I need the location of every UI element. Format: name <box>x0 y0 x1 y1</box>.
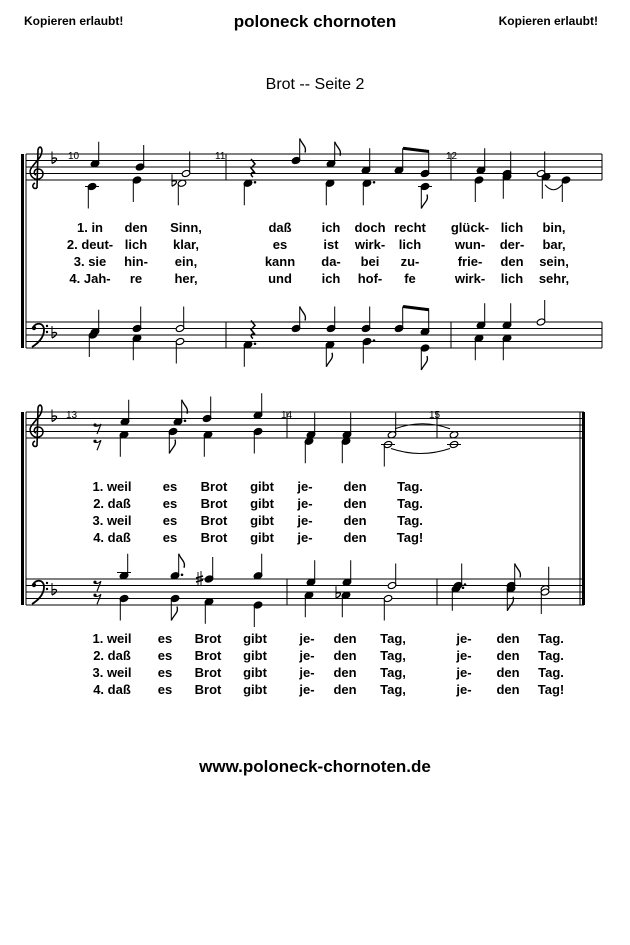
augmentation-dot <box>254 181 257 184</box>
tenor-note <box>361 307 371 333</box>
bass-staff-system-1 <box>26 322 602 348</box>
lyric-syllable: den <box>496 648 520 663</box>
page-subtitle: Brot -- Seite 2 <box>265 76 365 93</box>
lyric-syllable: gibt <box>250 479 274 494</box>
sharp-line <box>196 580 203 582</box>
lyric-syllable: wirk- <box>454 271 486 286</box>
alto-note <box>381 440 395 466</box>
alto-note <box>177 179 187 205</box>
lyric-syllable: gibt <box>250 513 274 528</box>
quarter-rest <box>251 159 255 177</box>
lyric-syllable: daß <box>268 220 292 235</box>
bass-note <box>88 331 98 357</box>
lyric-syllable: je- <box>297 513 313 528</box>
lyric-syllable: fe <box>404 271 416 286</box>
lyric-syllable: den <box>500 254 524 269</box>
lyric-syllable: bin, <box>542 220 566 235</box>
measure-number: 11 <box>215 151 226 162</box>
lyric-syllable: je- <box>456 665 472 680</box>
treble-staff-system-2 <box>26 412 584 438</box>
copy-notice-left: Kopieren erlaubt! <box>24 14 124 28</box>
lyric-syllable: je- <box>456 682 472 697</box>
lyric-syllable: je- <box>299 631 315 646</box>
final-thick-barline <box>582 412 585 605</box>
lyric-syllable: 4. daß <box>93 682 131 697</box>
alto-note <box>561 176 571 202</box>
lyric-syllable: re <box>129 271 143 286</box>
lyric-syllable: Brot <box>200 479 228 494</box>
lyric-syllable: den <box>496 631 520 646</box>
quarter-rest <box>251 321 255 339</box>
lyric-syllable: hin- <box>124 254 148 269</box>
bass-clef-dot <box>32 583 36 587</box>
barline-gap-mask <box>586 439 594 578</box>
bass-note <box>362 337 375 363</box>
lyric-syllable: da- <box>321 254 341 269</box>
flat-sign <box>52 583 57 595</box>
lyric-syllable: den <box>496 682 520 697</box>
tenor-note <box>204 557 214 583</box>
bass-clef-dot <box>46 582 48 584</box>
measure-number: 12 <box>446 151 458 162</box>
flag <box>300 139 306 153</box>
soprano-note <box>394 148 404 174</box>
lyric-syllable: den <box>333 665 357 680</box>
lyric-syllable: Brot <box>194 631 222 646</box>
bass-note <box>506 585 516 611</box>
bass-note <box>383 594 393 620</box>
tenor-note <box>476 303 486 329</box>
lyric-syllable: je- <box>456 631 472 646</box>
bass-note <box>175 337 185 363</box>
lyric-syllable: Brot <box>200 530 228 545</box>
flat-sign <box>52 152 57 164</box>
lyric-syllable: bei <box>360 254 380 269</box>
lyric-syllable: ich <box>321 220 341 235</box>
lyric-syllable: Tag. <box>397 513 423 528</box>
alto-note <box>203 431 213 457</box>
lyric-syllable: 1. weil <box>92 631 132 646</box>
tenor-note <box>170 554 184 580</box>
lyric-syllable: bar, <box>542 237 566 252</box>
treble-clef-shape <box>30 405 43 446</box>
bass-note <box>204 598 214 624</box>
lyric-syllable: lich <box>124 237 148 252</box>
lyric-syllable: glück- <box>450 220 490 235</box>
soprano-note <box>476 148 486 174</box>
lyric-syllable: zu- <box>400 254 420 269</box>
soprano-note <box>202 397 212 423</box>
lyric-syllable: es <box>157 631 173 646</box>
lyric-syllable: 1. in <box>76 220 104 235</box>
lyric-syllable: Brot <box>194 682 222 697</box>
lyric-syllable: klar, <box>172 237 200 252</box>
bass-note <box>502 334 512 360</box>
lyric-syllable: den <box>343 530 367 545</box>
lyric-syllable: Sinn, <box>170 220 202 235</box>
lyric-syllable: kann <box>264 254 296 269</box>
lyric-syllable: sein, <box>539 254 569 269</box>
treble-staff-system-1 <box>26 154 602 180</box>
alto-note <box>119 431 129 457</box>
bass-clef-dot <box>46 588 48 590</box>
lyric-syllable: 3. sie <box>73 254 107 269</box>
lyric-syllable: Tag, <box>380 682 406 697</box>
lyric-syllable: 3. weil <box>92 665 132 680</box>
lyric-syllable: lich <box>500 271 524 286</box>
lyric-syllable: 3. weil <box>92 513 132 528</box>
alto-note <box>418 182 432 208</box>
bass-note <box>170 594 180 620</box>
alto-note <box>253 427 263 453</box>
soprano-note <box>326 142 340 168</box>
lyric-syllable: Tag. <box>397 496 423 511</box>
treble-clef <box>30 147 43 188</box>
soprano-note <box>387 413 397 439</box>
lyric-syllable: gibt <box>250 530 274 545</box>
tenor-note <box>394 307 404 333</box>
lyric-syllable: gibt <box>250 496 274 511</box>
lyric-syllable: gibt <box>243 665 267 680</box>
lyric-syllable: je- <box>299 648 315 663</box>
tenor-note <box>306 560 316 586</box>
lyric-syllable: recht <box>394 220 426 235</box>
beam <box>403 148 429 151</box>
lyric-syllable: Tag, <box>380 665 406 680</box>
flag <box>300 307 306 321</box>
lyric-syllable: den <box>333 682 357 697</box>
tenor-note <box>326 307 336 333</box>
measure-number: 14 <box>281 410 293 421</box>
tie <box>391 449 450 454</box>
lyric-syllable: den <box>333 631 357 646</box>
lyric-syllable: frie- <box>457 254 483 269</box>
augmentation-dot <box>373 339 376 342</box>
alto-note <box>85 182 99 208</box>
flag <box>515 564 521 578</box>
flat-sign <box>52 410 57 422</box>
lyric-syllable: es <box>162 496 178 511</box>
lyric-syllable: Brot <box>200 513 228 528</box>
lyric-syllable: gibt <box>243 631 267 646</box>
footer-url: www.poloneck-chornoten.de <box>199 757 431 776</box>
flag <box>179 554 185 568</box>
alto-note <box>362 179 375 205</box>
treble-clef <box>30 405 43 446</box>
lyric-syllable: den <box>333 648 357 663</box>
augmentation-dot <box>373 181 376 184</box>
augmentation-dot <box>181 573 184 576</box>
flat-bowl <box>336 593 341 599</box>
flag <box>326 353 332 367</box>
bass-note <box>132 334 142 360</box>
lyric-syllable: den <box>343 479 367 494</box>
lyric-syllable: Brot <box>194 648 222 663</box>
lyric-syllable: der- <box>499 237 525 252</box>
bass-note <box>119 594 129 620</box>
lyric-syllable: es <box>162 479 178 494</box>
measure-number: 15 <box>429 410 441 421</box>
soprano-note <box>90 142 100 168</box>
lyric-syllable: es <box>162 513 178 528</box>
lyric-syllable: 1. weil <box>92 479 132 494</box>
tenor-note <box>420 310 430 336</box>
lyric-syllable: je- <box>299 665 315 680</box>
soprano-note <box>306 413 316 439</box>
soprano-note <box>361 148 371 174</box>
lyric-syllable: Tag, <box>380 648 406 663</box>
system-bracket <box>21 412 24 605</box>
tenor-note <box>253 554 263 580</box>
tenor-note <box>175 307 185 333</box>
bass-note <box>474 334 484 360</box>
system-bracket <box>21 154 24 348</box>
augmentation-dot <box>464 583 467 586</box>
alto-note <box>474 176 484 202</box>
lyric-syllable: den <box>124 220 148 235</box>
alto-note <box>132 176 142 202</box>
lyric-syllable: Tag. <box>397 479 423 494</box>
eighth-rest <box>93 440 101 451</box>
tenor-note <box>502 303 512 329</box>
lyric-syllable: Tag! <box>537 682 565 697</box>
lyric-syllable: gibt <box>243 648 267 663</box>
lyric-syllable: wirk- <box>354 237 386 252</box>
alto-note <box>304 437 314 463</box>
augmentation-dot <box>184 419 187 422</box>
bass-note <box>243 341 256 367</box>
lyric-syllable: 2. daß <box>93 648 131 663</box>
lyric-syllable: 2. daß <box>93 496 131 511</box>
alto-note <box>243 179 256 205</box>
lyric-syllable: 2. deut- <box>66 237 114 252</box>
site-title: poloneck chornoten <box>233 12 397 31</box>
lyric-syllable: es <box>157 648 173 663</box>
lyric-syllable: 4. Jah- <box>69 271 111 286</box>
lyric-syllable: es <box>272 237 288 252</box>
tenor-note <box>342 560 352 586</box>
alto-note <box>341 437 351 463</box>
lyric-syllable: Brot <box>200 496 228 511</box>
bass-note <box>253 601 263 627</box>
lyric-syllable: es <box>157 665 173 680</box>
lyric-syllable: ein, <box>174 254 198 269</box>
lyric-syllable: ich <box>321 271 341 286</box>
bass-clef-dot <box>46 331 48 333</box>
lyric-syllable: gibt <box>243 682 267 697</box>
lyric-syllable: je- <box>299 682 315 697</box>
lyric-syllable: lich <box>398 237 422 252</box>
tenor-note <box>117 554 131 580</box>
lyric-syllable: je- <box>456 648 472 663</box>
lyric-syllable: hof- <box>357 271 383 286</box>
lyric-syllable: 4. daß <box>93 530 131 545</box>
bass-note <box>540 588 550 614</box>
tie <box>545 185 562 190</box>
lyric-syllable: wun- <box>454 237 486 252</box>
soprano-note <box>181 152 191 178</box>
tenor-note <box>536 300 546 326</box>
sharp-line <box>196 576 203 578</box>
flat-sign <box>52 326 57 338</box>
lyric-syllable: Tag. <box>538 631 564 646</box>
lyric-syllable: lich <box>500 220 524 235</box>
alto-note <box>502 173 512 199</box>
soprano-note <box>253 393 263 419</box>
soprano-note <box>342 413 352 439</box>
lyric-syllable: den <box>496 665 520 680</box>
lyric-syllable: doch <box>354 220 386 235</box>
lyric-syllable: Tag. <box>538 665 564 680</box>
lyric-syllable: den <box>343 496 367 511</box>
bass-note <box>341 591 351 617</box>
alto-note <box>325 179 335 205</box>
beam <box>403 307 429 310</box>
soprano-note <box>135 145 145 171</box>
augmentation-dot <box>462 586 465 589</box>
flag <box>421 195 427 209</box>
flag <box>171 607 177 621</box>
lyric-syllable: Brot <box>194 665 222 680</box>
lyric-syllable: sehr, <box>538 271 570 286</box>
lyric-syllable: Tag. <box>538 648 564 663</box>
lyric-syllable: Tag, <box>380 631 406 646</box>
bass-note <box>451 585 464 611</box>
lyric-syllable: je- <box>297 496 313 511</box>
bass-clef-dot <box>32 326 36 330</box>
measure-number: 10 <box>68 151 80 162</box>
alto-note <box>168 427 178 453</box>
lyric-syllable: her, <box>174 271 198 286</box>
flat-bowl <box>172 181 177 187</box>
bass-note <box>325 341 335 367</box>
flag <box>169 440 175 454</box>
lyric-syllable: ist <box>323 237 339 252</box>
bass-note <box>420 344 430 370</box>
treble-clef-shape <box>30 147 43 188</box>
lyric-syllable: es <box>157 682 173 697</box>
tenor-note <box>387 564 397 590</box>
soprano-note <box>173 400 187 426</box>
soprano-note <box>120 400 130 426</box>
lyric-syllable: Tag! <box>396 530 424 545</box>
lyric-syllable: den <box>343 513 367 528</box>
lyric-syllable: je- <box>297 530 313 545</box>
lyric-syllable: je- <box>297 479 313 494</box>
measure-number: 13 <box>66 410 78 421</box>
tenor-note <box>132 307 142 333</box>
lyric-syllable: es <box>162 530 178 545</box>
augmentation-dot <box>254 342 257 345</box>
lyric-syllable: und <box>268 271 292 286</box>
bass-note <box>304 591 314 617</box>
copy-notice-right: Kopieren erlaubt! <box>498 14 598 28</box>
flag <box>421 356 427 370</box>
soprano-note <box>420 152 430 178</box>
alto-whole-note <box>447 440 461 448</box>
bass-clef-dot <box>46 325 48 327</box>
